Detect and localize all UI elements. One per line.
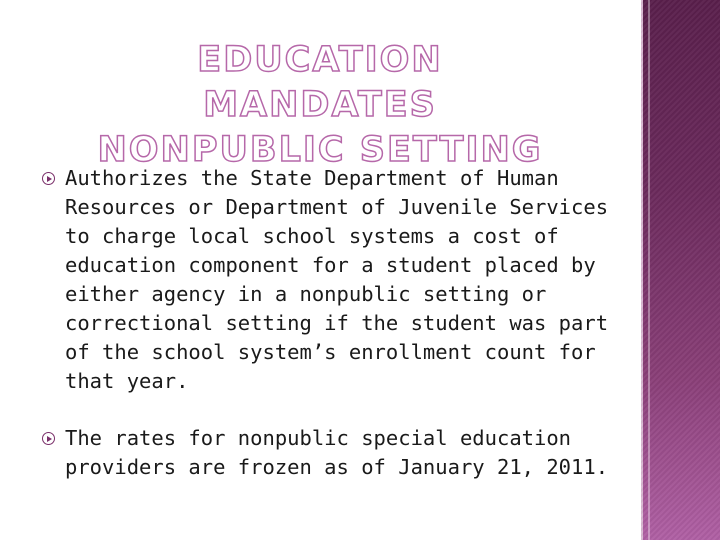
- slide-title: [90, 38, 550, 173]
- bullet-item: [42, 164, 612, 396]
- slide-title-line-1: EDUCATION MANDATES: [197, 40, 443, 125]
- bullet-item: [42, 424, 612, 482]
- bullet-list: [42, 164, 612, 510]
- bullet-text: Authorizes the State Department of Human Resources or Department of Juvenile Services to charge local school systems a cost of education component for a student placed by either agency in a nonpublic setting or correctional setting if the student was part of the school system’s enrollment count for that year.: [65, 166, 609, 393]
- bullet-text: The rates for nonpublic special education providers are frozen as of January 21, 2011.: [65, 426, 609, 479]
- circle-arrow-icon: [42, 432, 55, 445]
- slide-title-line-2: NONPUBLIC SETTING: [97, 130, 543, 170]
- circle-arrow-icon: [42, 172, 55, 185]
- sidebar-texture: [641, 0, 720, 540]
- decorative-sidebar: [641, 0, 720, 540]
